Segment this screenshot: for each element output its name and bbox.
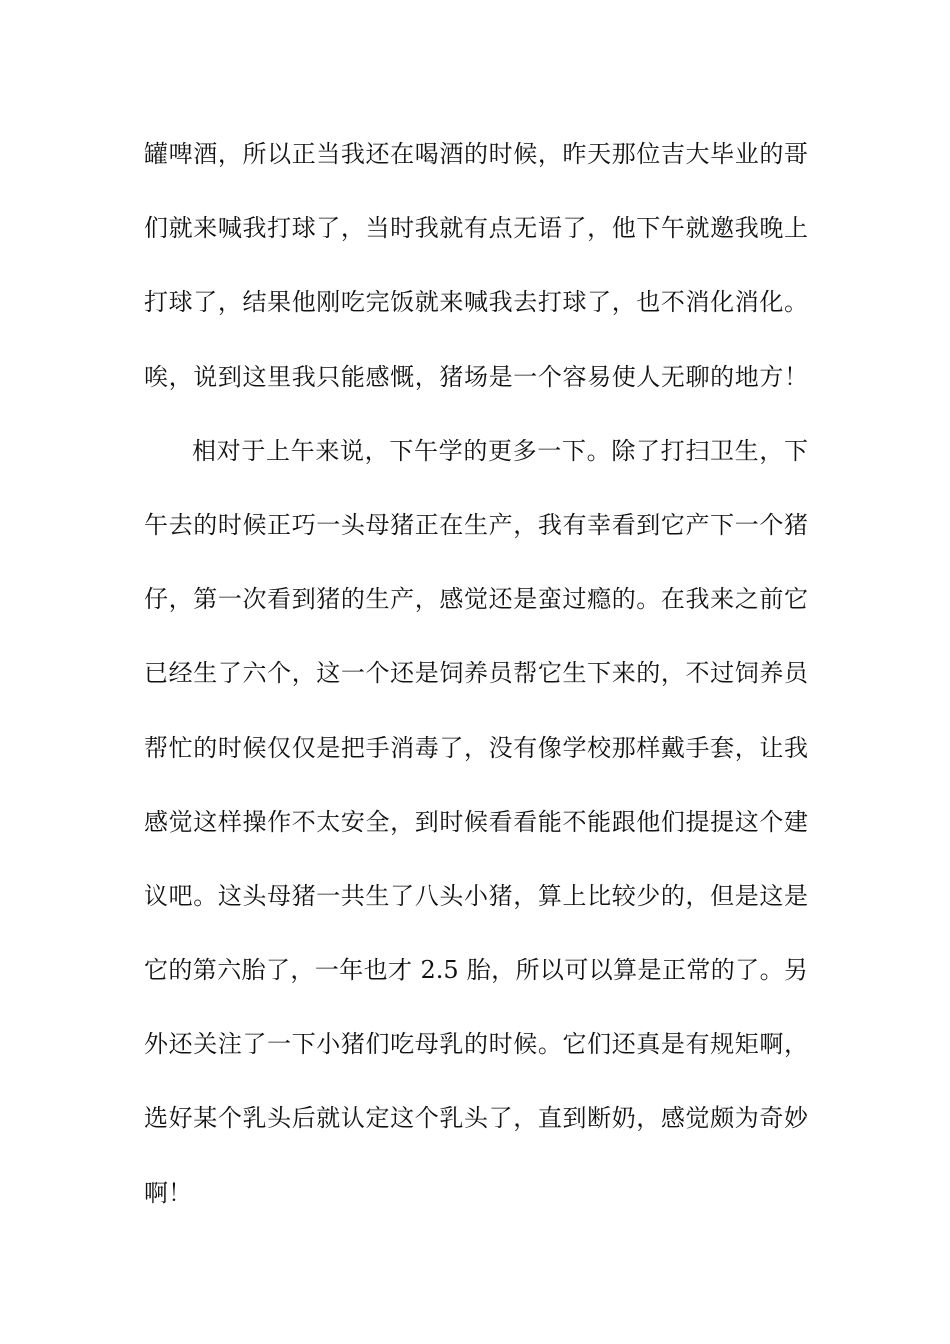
text-line: 打球了，结果他刚吃完饭就来喊我去打球了，也不消化消化。: [144, 288, 808, 317]
text-line: 它的第六胎了，一年也才 2.5 胎，所以可以算是正常的了。另: [144, 956, 808, 985]
text-line: 议吧。这头母猪一共生了八头小猪，算上比较少的，但是这是: [144, 881, 808, 910]
paragraph-last-line: 啊！: [144, 1178, 192, 1207]
text-line: 已经生了六个，这一个还是饲养员帮它生下来的，不过饲养员: [144, 659, 808, 688]
text-line: 罐啤酒，所以正当我还在喝酒的时候，昨天那位吉大毕业的哥: [144, 140, 808, 168]
text-line: 唉，说到这里我只能感慨，猪场是一个容易使人无聊的地方！: [144, 362, 808, 391]
text-line: 感觉这样操作不太安全，到时候看看能不能跟他们提提这个建: [144, 807, 808, 836]
body-text: [144, 128, 808, 1241]
text-line: 们就来喊我打球了，当时我就有点无语了，他下午就邀我晚上: [144, 214, 808, 243]
text-line: 仔，第一次看到猪的生产，感觉还是蛮过瘾的。在我来之前它: [144, 585, 808, 614]
text-line: 午去的时候正巧一头母猪正在生产，我有幸看到它产下一个猪: [144, 510, 808, 539]
text-line: 外还关注了一下小猪们吃母乳的时候。它们还真是有规矩啊，: [144, 1030, 808, 1059]
text-line: 选好某个乳头后就认定这个乳头了，直到断奶，感觉颇为奇妙: [144, 1104, 808, 1133]
text-line: 帮忙的时候仅仅是把手消毒了，没有像学校那样戴手套，让我: [144, 733, 808, 762]
paragraph-first-line: 相对于上午来说，下午学的更多一下。除了打扫卫生，下: [192, 436, 808, 465]
